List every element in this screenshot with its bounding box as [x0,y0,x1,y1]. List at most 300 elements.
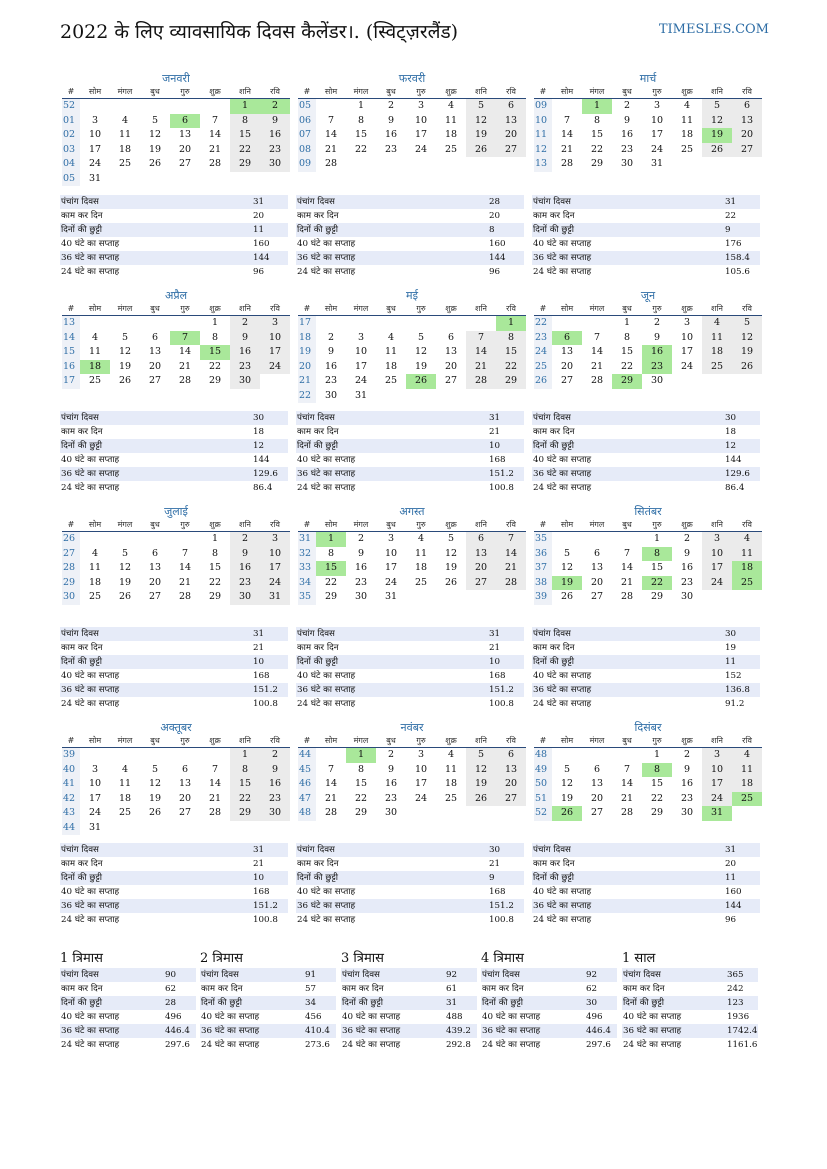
day-cell: 3 [702,532,732,547]
weekday-header: # [62,86,80,99]
week-number: 49 [534,763,552,778]
stat-label: 24 घंटे का सप्ताह [533,915,592,925]
day-cell: 5 [151,763,159,775]
day-cell: 21 [208,792,222,804]
brand-link[interactable]: TIMESLES.COM [658,22,769,37]
day-cell [552,99,582,114]
weekday-header: शुक्र [436,519,466,532]
stat-label: दिनों की छुट्टी [342,998,383,1008]
stat-label: 40 घंटे का सप्ताह [297,887,356,897]
day-cell: 21 [178,576,192,588]
week-number: 23 [534,331,552,346]
day-cell: 11 [732,547,762,562]
quarter-stat-row [622,1038,758,1052]
stat-value: 242 [727,984,744,994]
week-number: 16 [62,360,80,375]
stat-value: 297.6 [165,1040,190,1050]
day-cell: 26 [466,792,496,807]
stat-value: 9 [489,873,495,883]
day-cell [170,821,200,836]
stat-label: 36 घंटे का सप्ताह [297,901,356,911]
month-grid [534,519,762,605]
weekday-header: गुरु [642,519,672,532]
day-cell: 30 [230,590,260,605]
day-cell: 3 [683,317,691,328]
day-cell: 4 [447,749,455,760]
day-cell: 4 [732,748,762,763]
stat-value: 11 [725,873,737,883]
stat-row [60,697,288,711]
day-cell: 5 [702,99,732,114]
stat-row [60,251,288,265]
day-cell: 30 [354,591,368,602]
weekday-header: शनि [230,303,260,316]
stat-row [60,627,288,641]
stat-row [296,453,524,467]
stat-row [60,843,288,857]
stat-value: 30 [586,998,598,1008]
stat-value: 62 [165,984,177,994]
quarter-stat-row [60,968,196,982]
stat-label: 24 घंटे का सप्ताह [342,1040,401,1050]
day-cell: 30 [260,806,290,821]
stat-label: पंचांग दिवस [623,970,661,980]
stat-label: 40 घंटे का सप्ताह [61,1012,120,1022]
stat-value: 28 [165,998,177,1008]
month-stats [60,627,288,711]
stat-value: 90 [165,970,177,980]
quarter-stat-row [341,1010,477,1024]
day-cell [110,532,140,547]
day-cell: 28 [590,375,604,386]
stat-value: 456 [305,1012,322,1022]
stat-row [532,843,760,857]
day-cell [346,316,376,331]
day-cell: 20 [178,792,192,804]
stat-row [60,885,288,899]
weekday-header: सोम [552,735,582,748]
quarter-title: 3 त्रिमास [341,951,384,966]
day-cell: 9 [683,547,691,559]
day-cell: 13 [178,129,192,140]
day-cell: 15 [620,346,634,357]
day-cell: 15 [316,561,346,576]
month-4 [62,289,290,389]
stat-label: पंचांग दिवस [342,970,380,980]
weekday-header: शनि [702,86,732,99]
day-cell: 15 [354,778,368,789]
day-cell: 6 [552,331,582,346]
day-cell: 25 [414,576,428,588]
day-cell: 7 [181,547,189,559]
day-cell [496,590,526,605]
week-number: 26 [62,532,80,547]
day-cell: 11 [118,129,132,140]
stat-value: 168 [489,671,506,681]
stat-value: 30 [725,413,737,423]
day-cell: 5 [466,748,496,763]
week-number: 45 [298,763,316,778]
day-cell: 28 [208,158,222,169]
stat-row [532,439,760,453]
day-cell: 31 [260,590,290,605]
day-cell: 8 [211,547,219,559]
weekday-header: बुध [612,735,642,748]
quarter-stat-row [341,996,477,1010]
day-cell: 8 [357,114,365,126]
stat-label: 24 घंटे का सप्ताह [533,699,592,709]
month-name: जनवरी [162,72,190,85]
stat-label: 24 घंटे का सप्ताह [61,1040,120,1050]
day-cell: 4 [121,763,129,775]
day-cell: 30 [680,591,694,602]
stat-value: 100.8 [489,915,514,925]
quarter-stat-row [341,1024,477,1038]
week-number: 51 [534,792,552,807]
stat-value: 176 [725,239,742,249]
day-cell: 12 [732,331,762,346]
month-stats [296,195,524,279]
week-number: 06 [298,114,316,129]
stat-label: काम कर दिन [297,211,339,221]
stat-value: 20 [489,211,501,221]
weekday-header: मंगल [346,86,376,99]
day-cell: 14 [620,562,634,573]
week-number: 17 [298,316,316,331]
stat-label: 36 घंटे का सप्ताह [533,901,592,911]
stat-value: 152 [725,671,742,681]
weekday-header: # [298,303,316,316]
stat-value: 100.8 [489,699,514,709]
day-cell: 18 [680,129,694,140]
day-cell: 12 [414,346,428,357]
week-number: 22 [298,389,316,404]
weekday-header: # [298,519,316,532]
day-cell: 7 [563,114,571,126]
week-number: 35 [298,590,316,605]
day-cell: 25 [88,375,102,386]
day-cell: 30 [260,157,290,172]
day-cell [316,316,346,331]
stat-value: 86.4 [725,483,745,493]
day-cell: 21 [560,143,574,155]
weekday-header: गुरु [170,519,200,532]
day-cell: 22 [590,143,604,155]
day-cell [230,172,260,187]
stat-value: 96 [253,267,265,277]
day-cell: 3 [417,749,425,760]
day-cell: 18 [732,561,762,576]
week-number: 39 [534,590,552,605]
weekday-header: गुरु [170,735,200,748]
day-cell: 13 [466,547,496,562]
weekday-header: # [62,519,80,532]
stat-value: 151.2 [489,901,514,911]
quarter-stat-row [481,982,617,996]
stat-label: 36 घंटे का सप्ताह [297,685,356,695]
weekday-header: गुरु [642,735,672,748]
day-cell: 25 [444,792,458,804]
stat-label: दिनों की छुट्टी [61,998,102,1008]
day-cell: 18 [732,777,762,792]
stat-value: 30 [253,413,265,423]
day-cell [702,590,732,605]
month-name: जून [640,289,656,302]
weekday-header: रवि [732,86,762,99]
stat-row [60,641,288,655]
day-cell: 1 [316,532,346,547]
month-stats [296,843,524,927]
stat-label: 36 घंटे का सप्ताह [61,469,120,479]
day-cell: 10 [384,547,398,559]
day-cell: 8 [623,331,631,343]
stat-label: पंचांग दिवस [297,629,335,639]
week-number: 31 [298,532,316,547]
weekday-header: शुक्र [436,303,466,316]
stat-value: 158.4 [725,253,750,263]
day-cell [496,806,526,821]
stat-row [532,871,760,885]
weekday-header: सोम [552,86,582,99]
day-cell: 6 [170,114,200,129]
stat-label: काम कर दिन [533,643,575,653]
weekday-header: रवि [496,303,526,316]
day-cell: 20 [496,777,526,792]
quarter-stat-row [481,1038,617,1052]
stat-row [532,425,760,439]
stat-value: 129.6 [725,469,750,479]
day-cell: 26 [148,807,162,818]
day-cell: 29 [496,374,526,389]
day-cell: 21 [324,792,338,804]
stat-value: 496 [586,1012,603,1022]
stat-value: 31 [489,413,501,423]
day-cell: 9 [327,346,335,357]
day-cell: 20 [466,561,496,576]
stat-value: 10 [253,873,265,883]
stat-value: 91.2 [725,699,745,709]
day-cell: 16 [260,128,290,143]
day-cell: 2 [230,316,260,331]
day-cell: 12 [444,547,458,559]
day-cell: 22 [650,792,664,804]
day-cell: 19 [702,128,732,143]
day-cell: 23 [642,360,672,375]
stat-row [60,913,288,927]
stat-value: 160 [489,239,506,249]
week-number: 48 [298,806,316,821]
day-cell: 27 [148,591,162,602]
day-cell: 27 [590,807,604,818]
stat-row [296,913,524,927]
day-cell: 25 [384,375,398,386]
week-number: 30 [62,590,80,605]
day-cell [140,99,170,114]
day-cell [702,157,732,172]
stat-value: 22 [725,211,737,221]
day-cell: 24 [88,807,102,818]
stat-value: 292.8 [446,1040,471,1050]
weekday-header: शुक्र [436,86,466,99]
day-cell: 19 [444,562,458,573]
stat-label: दिनों की छुट्टी [61,441,102,451]
stat-row [296,655,524,669]
stat-label: पंचांग दिवस [61,845,99,855]
weekday-header: मंगल [582,86,612,99]
day-cell: 14 [178,346,192,357]
stat-value: 297.6 [586,1040,611,1050]
week-number: 19 [298,345,316,360]
day-cell: 4 [387,331,395,343]
day-cell: 7 [211,763,219,775]
month-10 [62,721,290,835]
day-cell: 8 [211,331,219,343]
stat-row [296,683,524,697]
day-cell [110,99,140,114]
day-cell: 4 [121,114,129,126]
day-cell: 22 [208,576,222,588]
stat-value: 1936 [727,1012,750,1022]
month-grid [298,86,526,172]
stat-label: 24 घंटे का सप्ताह [533,483,592,493]
day-cell: 27 [178,807,192,818]
day-cell: 13 [496,763,526,778]
day-cell: 27 [444,375,458,386]
day-cell [702,374,732,389]
day-cell: 24 [650,143,664,155]
day-cell: 25 [88,591,102,602]
day-cell: 1 [653,533,661,544]
week-number: 27 [62,547,80,562]
day-cell [316,748,346,763]
weekday-header: शुक्र [200,86,230,99]
stat-value: 488 [446,1012,463,1022]
stat-value: 31 [253,845,265,855]
quarter-title: 1 साल [622,951,656,966]
day-cell: 17 [354,360,368,372]
stat-value: 151.2 [253,901,278,911]
day-cell: 18 [444,129,458,140]
day-cell: 23 [620,143,634,155]
day-cell [260,821,290,836]
day-cell: 27 [496,792,526,807]
day-cell: 25 [118,807,132,818]
week-number: 52 [534,806,552,821]
day-cell: 26 [732,360,762,375]
quarter-stat-row [341,1038,477,1052]
stat-row [60,237,288,251]
month-stats [60,195,288,279]
day-cell: 14 [560,129,574,140]
day-cell: 21 [620,576,634,588]
quarter-stat-row [341,982,477,996]
day-cell: 23 [384,792,398,804]
quarter-stat-row [200,1038,336,1052]
stat-row [532,481,760,495]
day-cell [200,748,230,763]
quarter-stat-row [60,996,196,1010]
weekday-header: सोम [316,519,346,532]
day-cell: 2 [327,331,335,343]
day-cell: 3 [653,100,661,111]
day-cell: 6 [496,748,526,763]
month-grid [62,519,290,605]
stat-value: 105.6 [725,267,750,277]
day-cell [170,172,200,187]
day-cell: 7 [593,331,601,343]
day-cell: 3 [260,532,290,547]
day-cell: 22 [642,576,672,591]
day-cell: 17 [414,129,428,140]
month-name: फरवरी [398,72,426,85]
day-cell: 27 [496,143,526,158]
stat-value: 151.2 [489,469,514,479]
day-cell [80,748,110,763]
day-cell: 25 [702,360,732,375]
stat-label: दिनों की छुट्टी [61,225,102,235]
day-cell: 19 [148,143,162,155]
weekday-header: बुध [612,303,642,316]
stat-row [60,411,288,425]
week-number: 37 [534,561,552,576]
weekday-header: सोम [552,303,582,316]
stat-row [60,481,288,495]
day-cell: 10 [88,129,102,140]
month-5 [298,289,526,403]
day-cell [316,99,346,114]
quarter-block [200,950,336,1052]
day-cell [406,806,436,821]
stat-label: 36 घंटे का सप्ताह [201,1026,260,1036]
stat-label: काम कर दिन [533,427,575,437]
week-number: 44 [298,748,316,763]
week-number: 11 [534,128,552,143]
day-cell [436,389,466,404]
day-cell: 25 [732,576,762,591]
day-cell: 5 [563,547,571,559]
day-cell: 9 [230,331,260,346]
stat-value: 20 [725,859,737,869]
day-cell [496,157,526,172]
day-cell: 14 [590,346,604,357]
stat-label: 40 घंटे का सप्ताह [533,455,592,465]
stat-value: 18 [253,427,265,437]
weekday-header: रवि [260,86,290,99]
stat-row [532,411,760,425]
day-cell: 28 [496,576,526,591]
day-cell: 11 [444,114,458,126]
day-cell [80,316,110,331]
day-cell [140,316,170,331]
day-cell: 26 [406,374,436,389]
day-cell: 20 [496,128,526,143]
stat-row [60,871,288,885]
weekday-header: # [534,519,552,532]
day-cell: 6 [181,763,189,775]
week-number: 42 [62,792,80,807]
day-cell: 7 [170,331,200,346]
day-cell: 17 [680,346,694,357]
stat-label: पंचांग दिवस [533,197,571,207]
stat-row [532,265,760,279]
day-cell: 13 [590,562,604,573]
day-cell: 17 [260,561,290,576]
day-cell: 12 [702,114,732,129]
day-cell: 2 [357,533,365,544]
day-cell: 29 [230,157,260,172]
day-cell: 22 [620,360,634,372]
day-cell: 25 [732,792,762,807]
